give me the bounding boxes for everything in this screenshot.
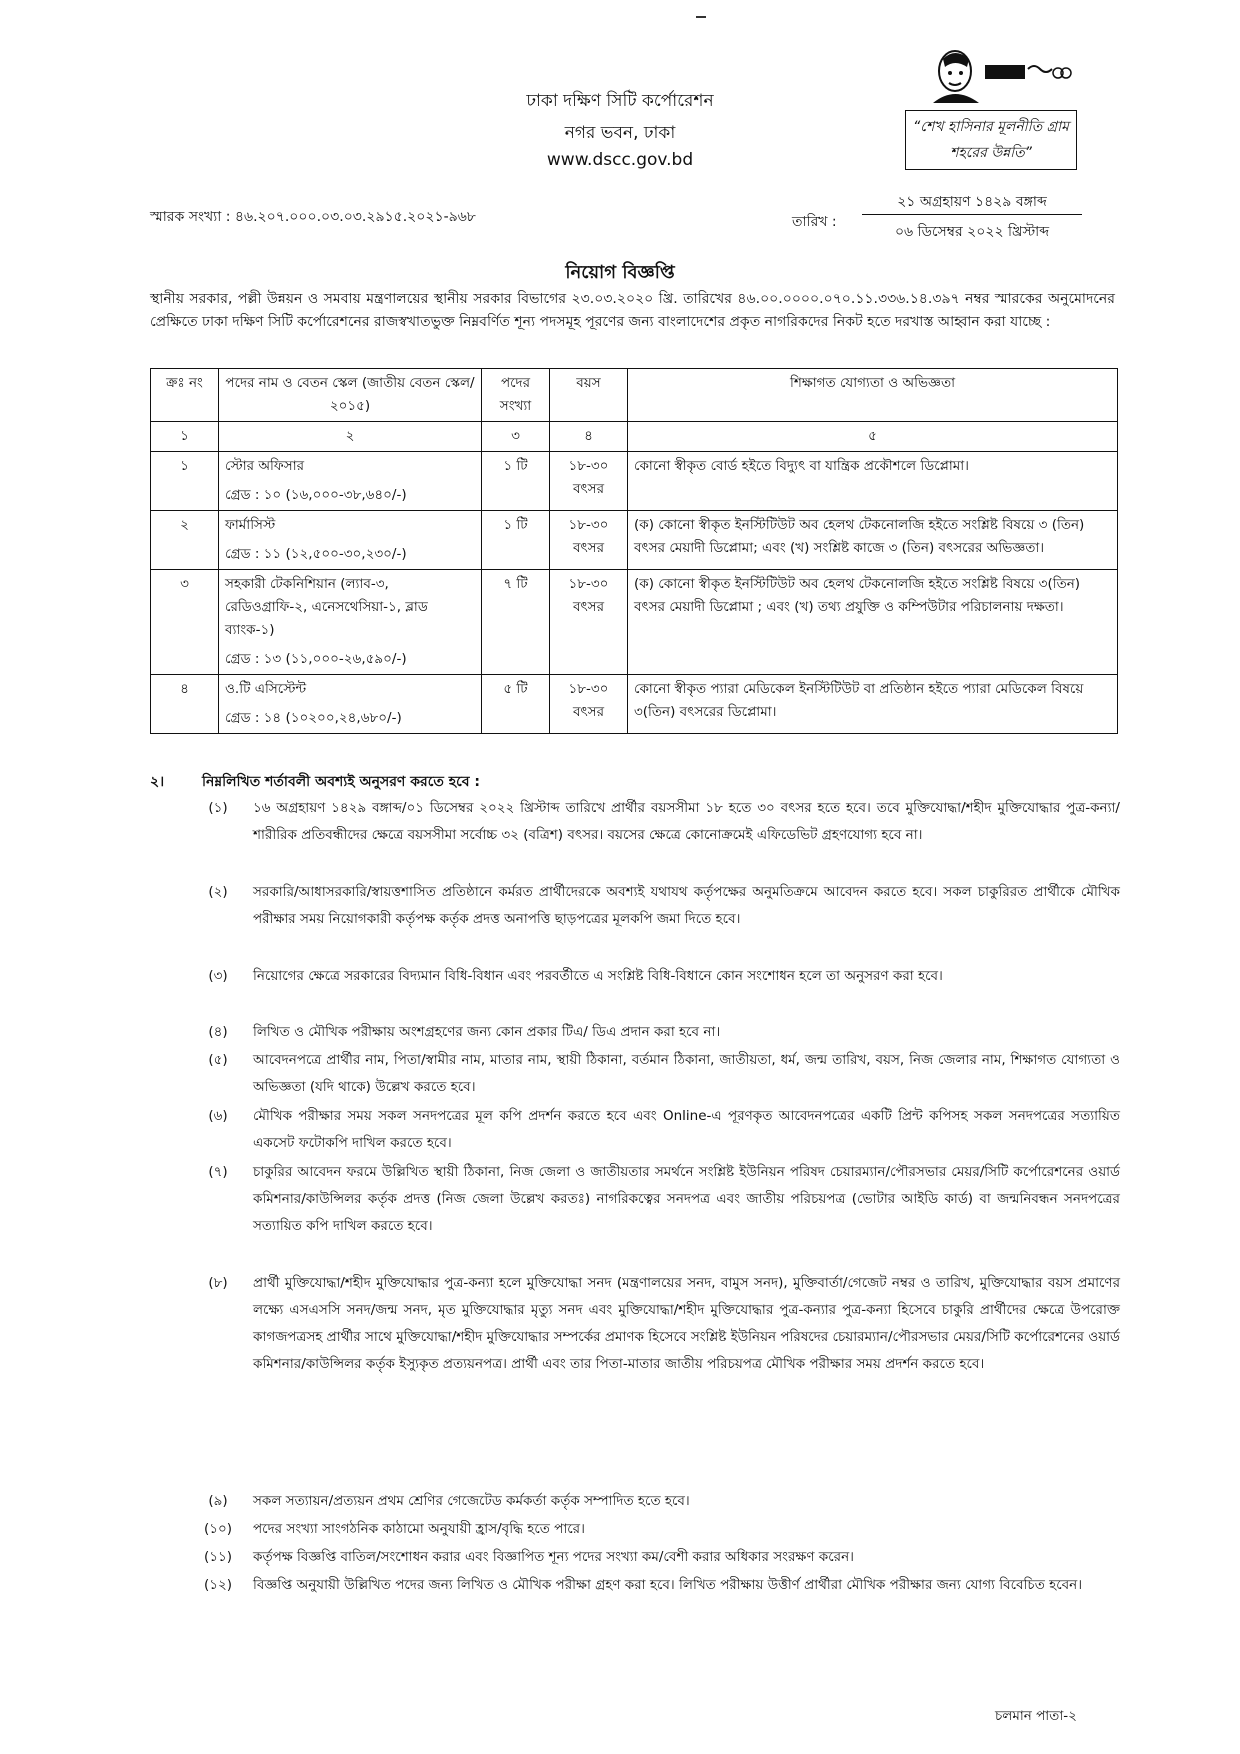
condition-item xyxy=(198,963,1120,990)
row-age: ১৮-৩০ বৎসর xyxy=(550,452,628,511)
condition-text: নিয়োগের ক্ষেত্রে সরকারের বিদ্যমান বিধি-বিধান এবং পরবর্তীতে এ সংশ্লিষ্ট বিধি-বিধানে কোন সংশোধন হলে তা অনুসরণ করা হবে। xyxy=(253,968,943,984)
post-grade: গ্রেড : ১০ (১৬,০০০-৩৮,৬৪০/-) xyxy=(225,487,407,503)
row-age: ১৮-৩০ বৎসর xyxy=(550,570,628,675)
header-post: পদের নাম ও বেতন স্কেল (জাতীয় বেতন স্কেল/২০১৫) xyxy=(219,369,482,422)
condition-item xyxy=(198,1159,1120,1240)
condition-number: (৮) xyxy=(208,1275,228,1291)
office-address: নগর ভবন, ঢাকা xyxy=(564,123,676,143)
post-name: স্টোর অফিসার xyxy=(225,458,305,474)
scan-mark xyxy=(696,16,706,18)
row-post xyxy=(219,570,482,675)
condition-number: (১২) xyxy=(203,1577,233,1593)
condition-item xyxy=(198,1488,1120,1515)
condition-text: সরকারি/আধাসরকারি/স্বায়ত্তশাসিত প্রতিষ্ঠানে কর্মরত প্রার্থীদেরকে অবশ্যই যথাযথ কর্তৃপক্ষের অনুমতিক্রমে আবেদন করতে হবে। সকল চাকুরিরত প্রার্থীকে মৌখিক পরীক্ষার সময় নিয়োগকারী কর্তৃপক্ষ কর্তৃক প্রদত্ত অনাপত্তি ছাড়পত্রের মূলকপি জমা দিতে হবে। xyxy=(253,884,1120,927)
header-age: বয়স xyxy=(550,369,628,422)
intro-paragraph: স্থানীয় সরকার, পল্লী উন্নয়ন ও সমবায় মন্ত্রণালয়ের স্থানীয় সরকার বিভাগের ২৩.০৩.২০২০ খ্রি. তারিখের ৪৬.০০.০০০০.০৭০.১১.৩৩৬.১৪.৩৯৭ নম্বর স্মারকের অনুমোদনের প্রেক্ষিতে ঢাকা দক্ষিণ সিটি কর্পোরেশনের রাজস্বখাতভুক্ত নিম্নবর্ণিত শূন্য পদসমূহ পূরণের জন্য বাংলাদেশের প্রকৃত নাগরিকদের নিকট হতে দরখাস্ত আহ্বান করা যাচ্ছে : xyxy=(150,291,1115,330)
condition-item xyxy=(198,879,1120,933)
row-sl: ৩ xyxy=(151,570,219,675)
row-count: ১ টি xyxy=(482,511,550,570)
condition-text: সকল সত্যায়ন/প্রত্যয়ন প্রথম শ্রেণির গেজেটেড কর্মকর্তা কর্তৃক সম্পাদিত হতে হবে। xyxy=(253,1493,690,1509)
row-sl: ২ xyxy=(151,511,219,570)
row-count: ৫ টি xyxy=(482,675,550,734)
posts-table xyxy=(150,368,1118,734)
col-number: ৪ xyxy=(550,422,628,452)
condition-text: আবেদনপত্রে প্রার্থীর নাম, পিতা/স্বামীর নাম, মাতার নাম, স্থায়ী ঠিকানা, বর্তমান ঠিকানা, জাতীয়তা, ধর্ম, জন্ম তারিখ, বয়স, নিজ জেলার নাম, শিক্ষাগত যোগ্যতা ও অভিজ্ঞতা (যদি থাকে) উল্লেখ করতে হবে। xyxy=(253,1052,1120,1095)
condition-text: মৌখিক পরীক্ষার সময় সকল সনদপত্রের মূল কপি প্রদর্শন করতে হবে এবং Online-এ পূরণকৃত আবেদনপত্রের একটি প্রিন্ট কপিসহ সকল সনদপত্রের সত্যায়িত একসেট ফটোকপি দাখিল করতে হবে। xyxy=(253,1108,1120,1151)
condition-item xyxy=(198,1270,1120,1378)
row-count: ৭ টি xyxy=(482,570,550,675)
header-qualification: শিক্ষাগত যোগ্যতা ও অভিজ্ঞতা xyxy=(628,369,1118,422)
condition-number: (২) xyxy=(208,884,228,900)
table-row xyxy=(151,452,1118,511)
section-heading: নিম্নলিখিত শর্তাবলী অবশ্যই অনুসরণ করতে হবে : xyxy=(202,774,480,790)
post-grade: গ্রেড : ১১ (১২,৫০০-৩০,২৩০/-) xyxy=(225,546,407,562)
col-number: ২ xyxy=(219,422,482,452)
condition-item xyxy=(198,1572,1120,1599)
row-count: ১ টি xyxy=(482,452,550,511)
header-sl: ক্রঃ নং xyxy=(151,369,219,422)
website: www.dscc.gov.bd xyxy=(546,150,694,170)
notice-title: নিয়োগ বিজ্ঞপ্তি xyxy=(565,262,675,283)
condition-number: (৭) xyxy=(208,1164,228,1180)
condition-item xyxy=(198,1103,1120,1157)
date-bangla: ২১ অগ্রহায়ণ ১৪২৯ বঙ্গাব্দ xyxy=(897,194,1047,210)
col-number: ৫ xyxy=(628,422,1118,452)
date-divider xyxy=(862,214,1082,215)
date-label: তারিখ : xyxy=(792,214,837,230)
condition-item xyxy=(198,1019,1120,1046)
condition-text: কর্তৃপক্ষ বিজ্ঞপ্তি বাতিল/সংশোধন করার এবং বিজ্ঞাপিত শূন্য পদের সংখ্যা কম/বেশী করার অধিকার সংরক্ষণ করেন। xyxy=(253,1549,854,1565)
condition-number: (১০) xyxy=(203,1521,233,1537)
row-post xyxy=(219,675,482,734)
condition-text: প্রার্থী মুক্তিযোদ্ধা/শহীদ মুক্তিযোদ্ধার পুত্র-কন্যা হলে মুক্তিযোদ্ধা সনদ (মন্ত্রণালয়ের সনদ, বামুস সনদ), মুক্তিবার্তা/গেজেট নম্বর ও তারিখ, মুক্তিযোদ্ধার বয়স প্রমাণের লক্ষ্যে এসএসসি সনদ/জন্ম সনদ, মৃত মুক্তিযোদ্ধার মৃত্যু সনদ এবং মুক্তিযোদ্ধা/শহীদ মুক্তিযোদ্ধার পুত্র-কন্যার পুত্র-কন্যা হিসেবে চাকুরি প্রার্থীদের ক্ষেত্রে উপরোক্ত কাগজপত্রসহ প্রার্থীর সাথে মুক্তিযোদ্ধা/শহীদ মুক্তিযোদ্ধার সম্পর্কের প্রমাণক হিসেবে সংশ্লিষ্ট ইউনিয়ন পরিষদের চেয়ারম্যান/পৌরসভার মেয়র/সিটি কর্পোরেশনের ওয়ার্ড কমিশনার/কাউন্সিলর কর্তৃক ইস্যুকৃত প্রত্যয়নপত্র। প্রার্থী এবং তার পিতা-মাতার জাতীয় পরিচয়পত্র মৌখিক পরীক্ষার সময় প্রদর্শন করতে হবে। xyxy=(253,1275,1120,1372)
table-row xyxy=(151,511,1118,570)
row-qualification: (ক) কোনো স্বীকৃত ইনস্টিটিউট অব হেলথ টেকনোলজি হইতে সংশ্লিষ্ট বিষয়ে ৩(তিন) বৎসর মেয়াদী ডিপ্লোমা ; এবং (খ) তথ্য প্রযুক্তি ও কম্পিউটার পরিচালনায় দক্ষতা। xyxy=(628,570,1118,675)
column-number-row xyxy=(151,422,1118,452)
slogan-box: “শেখ হাসিনার মূলনীতি গ্রাম শহরের উন্নতি” xyxy=(905,110,1077,170)
post-grade: গ্রেড : ১৩ (১১,০০০-২৬,৫৯০/-) xyxy=(225,651,407,667)
continued-page-note: চলমান পাতা-২ xyxy=(995,1708,1077,1724)
condition-item xyxy=(198,795,1120,849)
post-name: ও.টি এসিস্টেন্ট xyxy=(225,681,307,697)
condition-number: (৫) xyxy=(208,1052,228,1068)
header-count: পদের সংখ্যা xyxy=(482,369,550,422)
row-qualification: কোনো স্বীকৃত বোর্ড হইতে বিদ্যুৎ বা যান্ত্রিক প্রকৌশলে ডিপ্লোমা। xyxy=(628,452,1118,511)
condition-number: (৬) xyxy=(208,1108,228,1124)
condition-number: (৪) xyxy=(208,1024,228,1040)
row-qualification: কোনো স্বীকৃত প্যারা মেডিকেল ইনস্টিটিউট বা প্রতিষ্ঠান হইতে প্যারা মেডিকেল বিষয়ে ৩(তিন) বৎসরের ডিপ্লোমা। xyxy=(628,675,1118,734)
org-name: ঢাকা দক্ষিণ সিটি কর্পোরেশন xyxy=(526,91,714,111)
condition-number: (৯) xyxy=(208,1493,228,1509)
row-age: ১৮-৩০ বৎসর xyxy=(550,511,628,570)
condition-text: লিখিত ও মৌখিক পরীক্ষায় অংশগ্রহণের জন্য কোন প্রকার টিএ/ ডিএ প্রদান করা হবে না। xyxy=(253,1024,721,1040)
memo-number: স্মারক সংখ্যা : ৪৬.২০৭.০০০.০৩.০৩.২৯১৫.২০২১-৯৬৮ xyxy=(150,209,476,225)
condition-text: বিজ্ঞপ্তি অনুযায়ী উল্লিখিত পদের জন্য লিখিত ও মৌখিক পরীক্ষা গ্রহণ করা হবে। লিখিত পরীক্ষায় উত্তীর্ণ প্রার্থীরা মৌখিক পরীক্ষার জন্য যোগ্য বিবেচিত হবেন। xyxy=(253,1577,1083,1593)
col-number: ১ xyxy=(151,422,219,452)
table-header-row xyxy=(151,369,1118,422)
post-name: ফার্মাসিস্ট xyxy=(225,517,276,533)
row-sl: ১ xyxy=(151,452,219,511)
mujib-centenary-logo-icon xyxy=(913,45,1073,103)
col-number: ৩ xyxy=(482,422,550,452)
row-post xyxy=(219,452,482,511)
condition-item xyxy=(198,1516,1120,1543)
condition-text: চাকুরির আবেদন ফরমে উল্লিখিত স্থায়ী ঠিকানা, নিজ জেলা ও জাতীয়তার সমর্থনে সংশ্লিষ্ট ইউনিয়ন পরিষদ চেয়ারম্যান/পৌরসভার মেয়র/সিটি কর্পোরেশনের ওয়ার্ড কমিশনার/কাউন্সিলর কর্তৃক প্রদত্ত (নিজ জেলা উল্লেখ করতঃ) নাগরিকত্বের সনদপত্র এবং জাতীয় পরিচয়পত্র (ভোটার আইডি কার্ড) বা জন্মনিবন্ধন সনদপত্রের সত্যায়িত কপি দাখিল করতে হবে। xyxy=(253,1164,1120,1234)
row-qualification: (ক) কোনো স্বীকৃত ইনস্টিটিউট অব হেলথ টেকনোলজি হইতে সংশ্লিষ্ট বিষয়ে ৩ (তিন) বৎসর মেয়াদী ডিপ্লোমা; এবং (খ) সংশ্লিষ্ট কাজে ৩ (তিন) বৎসরের অভিজ্ঞতা। xyxy=(628,511,1118,570)
condition-number: (৩) xyxy=(208,968,228,984)
condition-number: (১) xyxy=(208,800,228,816)
condition-text: পদের সংখ্যা সাংগঠনিক কাঠামো অনুযায়ী হ্রাস/বৃদ্ধি হতে পারে। xyxy=(253,1521,585,1537)
condition-item xyxy=(198,1047,1120,1101)
date-english: ০৬ ডিসেম্বর ২০২২ খ্রিস্টাব্দ xyxy=(894,224,1050,240)
table-row xyxy=(151,570,1118,675)
table-row xyxy=(151,675,1118,734)
row-post xyxy=(219,511,482,570)
section-number: ২। xyxy=(150,774,165,790)
condition-item xyxy=(198,1544,1120,1571)
row-age: ১৮-৩০ বৎসর xyxy=(550,675,628,734)
post-name: সহকারী টেকনিশিয়ান (ল্যাব-৩, রেডিওগ্রাফি-২, এনেসথেসিয়া-১, ব্লাড ব্যাংক-১) xyxy=(225,576,428,638)
condition-number: (১১) xyxy=(203,1549,233,1565)
row-sl: ৪ xyxy=(151,675,219,734)
condition-text: ১৬ অগ্রহায়ণ ১৪২৯ বঙ্গাব্দ/০১ ডিসেম্বর ২০২২ খ্রিস্টাব্দ তারিখে প্রার্থীর বয়সসীমা ১৮ হতে ৩০ বৎসর হতে হবে। তবে মুক্তিযোদ্ধা/শহীদ মুক্তিযোদ্ধার পুত্র-কন্যা/শারীরিক প্রতিবন্ধীদের ক্ষেত্রে বয়সসীমা সর্বোচ্চ ৩২ (বত্রিশ) বৎসর। বয়সের ক্ষেত্রে কোনোক্রমেই এফিডেভিট গ্রহণযোগ্য হবে না। xyxy=(253,800,1120,843)
post-grade: গ্রেড : ১৪ (১০২০০,২৪,৬৮০/-) xyxy=(225,710,402,726)
